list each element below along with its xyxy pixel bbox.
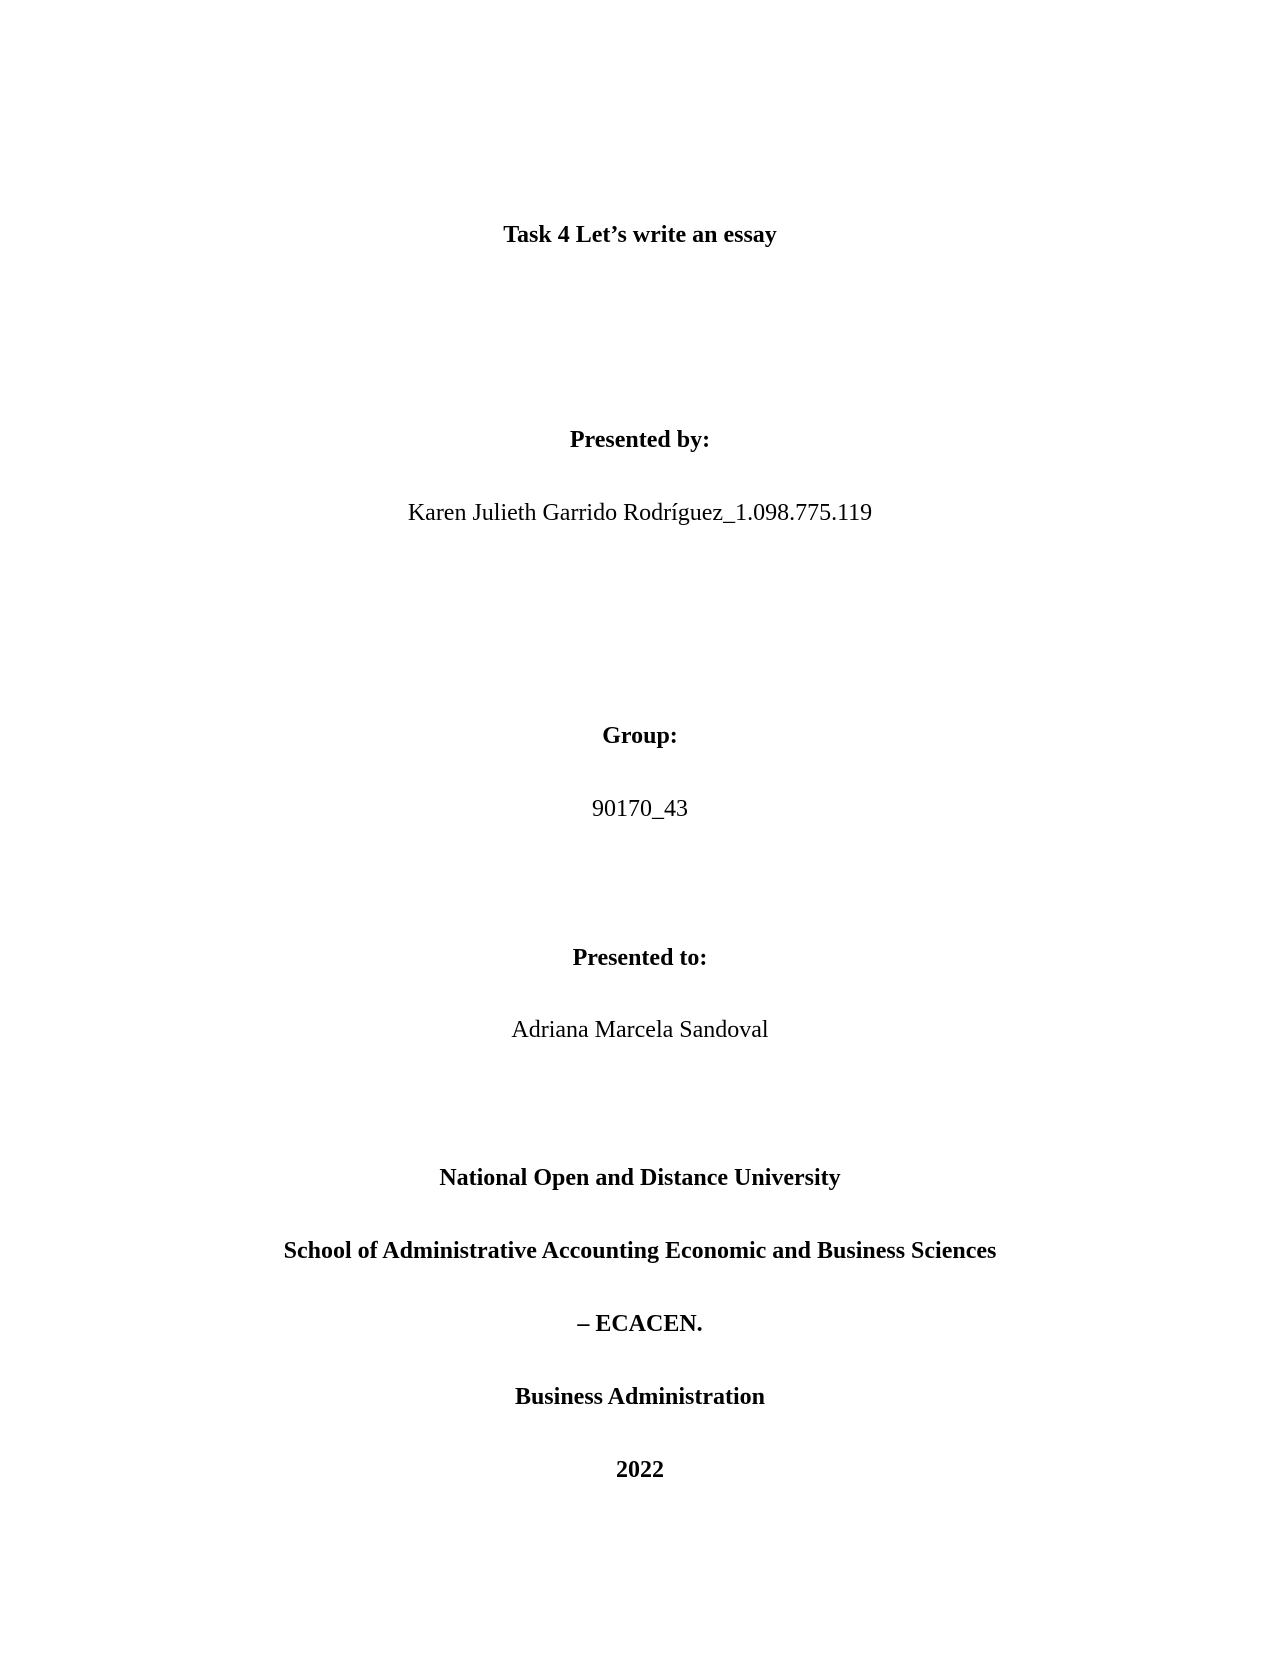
program-name: Business Administration [514,1384,766,1410]
school-name: School of Administrative Accounting Economic and Business Sciences [283,1238,997,1264]
author-name: Karen Julieth Garrido Rodríguez_1.098.775.119 [407,500,873,526]
tutor-name: Adriana Marcela Sandoval [511,1017,769,1043]
document-title: Task 4 Let’s write an essay [503,222,777,248]
presented-by-label: Presented by: [569,427,711,453]
group-value: 90170_43 [592,796,688,822]
school-abbreviation: – ECACEN. [577,1311,703,1337]
year: 2022 [616,1457,664,1483]
presented-to-label: Presented to: [572,945,708,971]
university-name: National Open and Distance University [439,1165,841,1191]
group-label: Group: [602,723,678,749]
